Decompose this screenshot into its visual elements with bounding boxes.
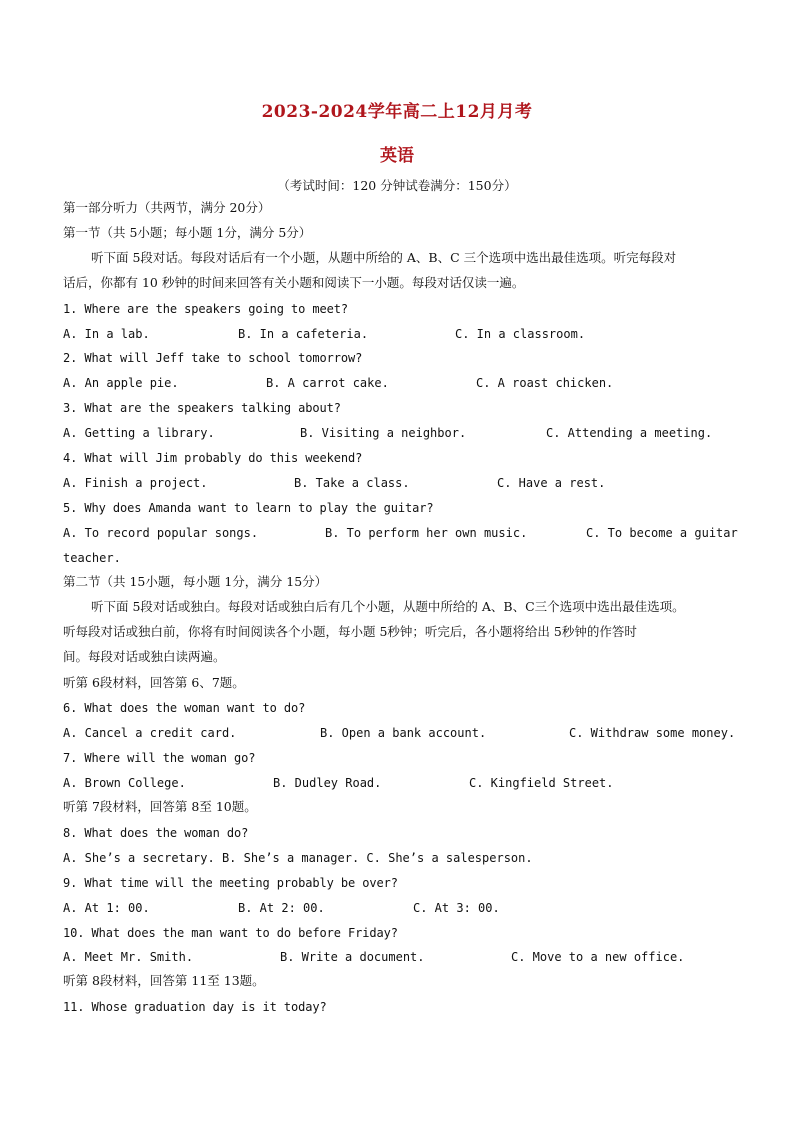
exam-title: 2023-2024学年高二上12月月考 [261,102,533,122]
q6-option-c: C. Withdraw some money. [569,726,736,740]
q7-option-b: B. Dudley Road. [273,776,382,790]
section2-instructions-end: 间。每段对话或独白读两遍。 [63,649,226,664]
question-8: 8. What does the woman do? [63,826,249,840]
section2-heading: 第二节（共 15小题，每小题 1分，满分 15分） [63,574,328,589]
part1-heading: 第一部分听力（共两节，满分 20分） [63,200,271,215]
question-9: 9. What time will the meeting probably be over? [63,876,398,890]
subject-title: 英语 [380,146,414,166]
q5-option-a: A. To record popular songs. [63,526,259,540]
q6-option-b: B. Open a bank account. [320,726,487,740]
q6-option-a: A. Cancel a credit card. [63,726,237,740]
q5-option-c: C. To become a guitar [586,526,738,540]
q2-option-c: C. A roast chicken. [476,376,614,390]
question-4: 4. What will Jim probably do this weekend? [63,451,363,465]
q5-option-c-cont: teacher. [63,551,121,565]
q8-options: A. She’s a secretary. B. She’s a manager. C. She’s a salesperson. [63,851,533,865]
question-7: 7. Where will the woman go? [63,751,256,765]
question-3: 3. What are the speakers talking about? [63,401,341,415]
q3-option-c: C. Attending a meeting. [546,426,713,440]
material-8-note: 听第 8段材料，回答第 11至 13题。 [63,973,265,988]
q5-option-b: B. To perform her own music. [325,526,528,540]
q1-option-b: B. In a cafeteria. [238,327,369,341]
section1-heading: 第一节（共 5小题；每小题 1分，满分 5分） [63,225,312,240]
q2-option-b: B. A carrot cake. [266,376,389,390]
exam-info: （考试时间：120 分钟试卷满分：150分） [277,178,517,193]
material-6-note: 听第 6段材料，回答第 6、7题。 [63,675,245,690]
section2-instructions: 听下面 5段对话或独白。每段对话或独白后有几个小题，从题中所给的 A、B、C三个选项中选出最佳选项。 [91,599,685,614]
q9-option-a: A. At 1: 00. [63,901,150,915]
q9-option-b: B. At 2: 00. [238,901,325,915]
material-7-note: 听第 7段材料，回答第 8至 10题。 [63,799,257,814]
q7-option-a: A. Brown College. [63,776,186,790]
section1-instructions: 听下面 5段对话。每段对话后有一个小题，从题中所给的 A、B、C 三个选项中选出最佳选项。听完每段对 [91,250,677,265]
q4-option-c: C. Have a rest. [497,476,606,490]
question-10: 10. What does the man want to do before Friday? [63,926,398,940]
question-1: 1. Where are the speakers going to meet? [63,302,348,316]
question-5: 5. Why does Amanda want to learn to play the guitar? [63,501,434,515]
q1-option-a: A. In a lab. [63,327,150,341]
q3-option-b: B. Visiting a neighbor. [300,426,467,440]
question-6: 6. What does the woman want to do? [63,701,306,715]
q3-option-a: A. Getting a library. [63,426,215,440]
q10-option-c: C. Move to a new office. [511,950,685,964]
q9-option-c: C. At 3: 00. [413,901,500,915]
question-2: 2. What will Jeff take to school tomorrow? [63,351,363,365]
q10-option-b: B. Write a document. [280,950,425,964]
q2-option-a: A. An apple pie. [63,376,179,390]
q7-option-c: C. Kingfield Street. [469,776,614,790]
question-11: 11. Whose graduation day is it today? [63,1000,327,1014]
section2-instructions-cont: 听每段对话或独白前，你将有时间阅读各个小题，每小题 5秒钟；听完后，各小题将给出 5秒钟的作答时 [63,624,637,639]
q4-option-a: A. Finish a project. [63,476,208,490]
q1-option-c: C. In a classroom. [455,327,586,341]
q10-option-a: A. Meet Mr. Smith. [63,950,194,964]
q4-option-b: B. Take a class. [294,476,410,490]
section1-instructions-cont: 话后，你都有 10 秒钟的时间来回答有关小题和阅读下一小题。每段对话仅读一遍。 [63,275,525,290]
